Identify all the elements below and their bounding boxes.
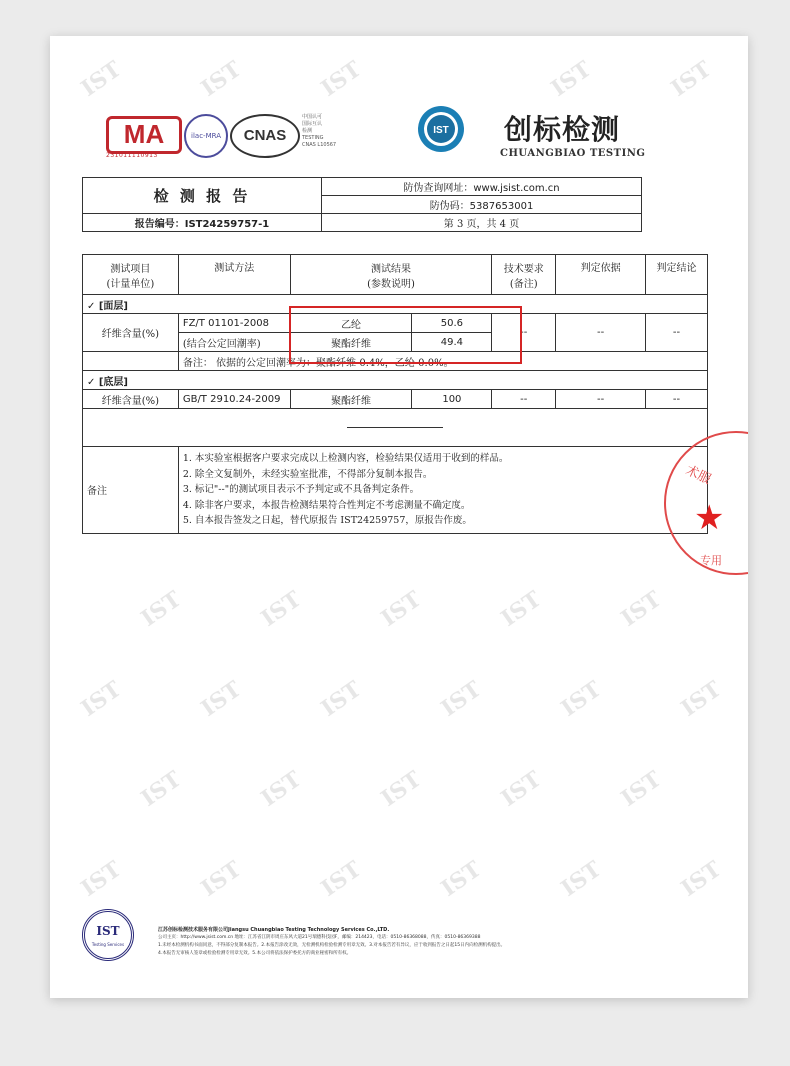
watermark: IST <box>316 676 367 722</box>
ma-logo: MA <box>106 116 182 154</box>
report-page <box>50 36 748 998</box>
watermark: IST <box>256 586 307 632</box>
watermark: IST <box>436 856 487 902</box>
report-title: 检 测 报 告 <box>83 178 322 214</box>
col-header-result: 测试结果 (参数说明) <box>290 255 492 295</box>
col-header-basis: 判定依据 <box>556 255 646 295</box>
row1-method-note: (结合公定回潮率) <box>178 333 290 352</box>
row2-method: GB/T 2910.24-2009 <box>178 390 290 409</box>
moisture-note: 备注： 依据的公定回潮率为：聚酯纤维-0.4%，乙纶-0.0%。 <box>178 352 707 371</box>
remark-item: 2. 除全文复制外，未经实验室批准，不得部分复制本报告。 <box>182 468 433 480</box>
watermark: IST <box>376 766 427 812</box>
brand-name-en: CHUANGBIAO TESTING <box>500 148 646 159</box>
footer-line: 公司主页：http://www.jsist.com.cn 地址：江苏省江阴市周庄东风大道21号瑞德科技园F，邮编：214423，电话：0510-86368088，传真：0510-86369388 <box>158 935 481 940</box>
stamp-text: 专用 <box>700 554 722 567</box>
watermark: IST <box>676 856 727 902</box>
watermark: IST <box>616 586 667 632</box>
anti-fake-code: 防伪码：5387653001 <box>322 196 642 214</box>
ma-number: 231011110913 <box>106 152 158 159</box>
footer-seal-text: IST <box>96 924 120 938</box>
footer-company: 江苏创标检测技术服务有限公司Jiangsu Chuangbiao Testing Technology Services Co.,LTD. <box>158 927 390 933</box>
footer-info <box>158 926 718 958</box>
watermark: IST <box>676 676 727 722</box>
watermark: IST <box>196 676 247 722</box>
row2-conclusion: -- <box>646 390 708 409</box>
ist-logo-text: IST <box>433 125 449 136</box>
col-header-item: 测试项目 (计量单位) <box>83 255 179 295</box>
row2-requirement: -- <box>492 390 556 409</box>
watermark: IST <box>136 766 187 812</box>
watermark: IST <box>196 856 247 902</box>
remarks-label: 备注 <box>83 447 179 534</box>
col-header-conclusion: 判定结论 <box>646 255 708 295</box>
cnas-text: 中国认可 国际互认 检测 TESTING CNAS L10567 <box>302 114 337 148</box>
col-header-method: 测试方法 <box>178 255 290 295</box>
star-icon: ★ <box>694 498 725 538</box>
col-header-requirement: 技术要求 (备注) <box>492 255 556 295</box>
row1-method: FZ/T 01101-2008 <box>178 314 290 333</box>
remark-item: 5. 自本报告签发之日起，替代原报告 IST24259757，原报告作废。 <box>182 515 472 526</box>
remark-item: 1. 本实验室根据客户要求完成以上检测内容，检验结果仅适用于收到的样品。 <box>182 453 509 464</box>
blank-divider-row <box>83 409 708 447</box>
remark-item: 3. 标记"--"的测试项目表示不予判定或不具备判定条件。 <box>182 484 420 495</box>
section-top-layer: ✓ [面层] <box>83 295 708 314</box>
watermark: IST <box>316 856 367 902</box>
watermark: IST <box>546 56 597 102</box>
row1-requirement: -- <box>492 314 556 352</box>
page-info: 第 3 页，共 4 页 <box>322 214 642 232</box>
watermark: IST <box>76 856 127 902</box>
footer-seal-subtext: Testing Services <box>91 942 125 947</box>
row1-fiber2: 聚酯纤维 <box>290 333 412 352</box>
remarks-list <box>178 447 707 534</box>
watermark: IST <box>616 766 667 812</box>
row2-value: 100 <box>412 390 492 409</box>
highlight-box <box>289 306 522 364</box>
stamp-text: 术服 <box>683 463 714 488</box>
query-url: 防伪查询网址：www.jsist.com.cn <box>322 178 642 196</box>
divider-line <box>347 427 443 428</box>
watermark: IST <box>496 586 547 632</box>
row2-basis: -- <box>556 390 646 409</box>
row1-value2: 49.4 <box>412 333 492 352</box>
watermark: IST <box>76 56 127 102</box>
section-bottom-layer: ✓ [底层] <box>83 371 708 390</box>
report-header <box>82 177 642 232</box>
watermark: IST <box>556 856 607 902</box>
brand-name-cn: 创标检测 <box>504 113 621 146</box>
watermark: IST <box>436 676 487 722</box>
footer-line: 1.未经本检测机构书面同意，不得部分复制本报告。2.本报告涂改无效，无检测机构检验检测专用章无效。3.对本报告若有异议，应于收到报告之日起15日内向检测机构提出。 <box>158 943 506 948</box>
report-number: 报告编号：IST24259757-1 <box>83 214 322 232</box>
ist-gear-logo <box>416 104 466 154</box>
row2-fiber: 聚酯纤维 <box>290 390 412 409</box>
row1-basis: -- <box>556 314 646 352</box>
watermark: IST <box>256 766 307 812</box>
watermark: IST <box>556 676 607 722</box>
row2-item: 纤维含量(%) <box>83 390 179 409</box>
watermark: IST <box>76 676 127 722</box>
watermark: IST <box>196 56 247 102</box>
cnas-logo: CNAS <box>230 114 300 158</box>
results-table <box>82 254 708 534</box>
watermark: IST <box>136 586 187 632</box>
row1-value1: 50.6 <box>412 314 492 333</box>
ilac-mra-logo: ilac-MRA <box>184 114 228 158</box>
watermark: IST <box>666 56 717 102</box>
remark-item: 4. 除非客户要求，本报告检测结果符合性判定不考虑测量不确定度。 <box>182 499 471 511</box>
row1-fiber1: 乙纶 <box>290 314 412 333</box>
watermark: IST <box>376 586 427 632</box>
row1-item: 纤维含量(%) <box>83 314 179 352</box>
watermark: IST <box>496 766 547 812</box>
footer-seal <box>82 909 134 961</box>
watermark: IST <box>316 56 367 102</box>
footer-line: 4.本报告无审核人签章或检验检测专用章无效。5.本公司将依法保护委托方的商业秘密和所有权。 <box>158 951 352 956</box>
row1-conclusion: -- <box>646 314 708 352</box>
